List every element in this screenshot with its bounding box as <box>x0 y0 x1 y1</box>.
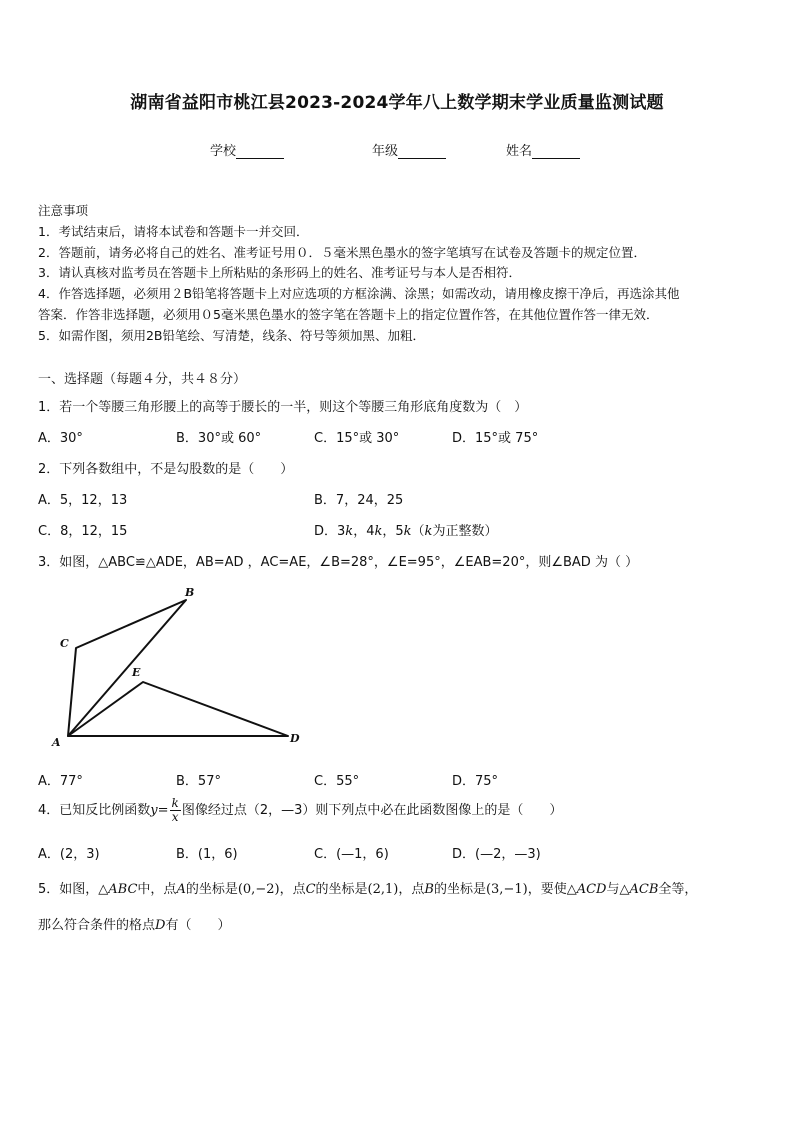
q4-numerator: k <box>171 796 179 810</box>
q4-y: y <box>150 803 158 818</box>
q4-post: 图像经过点（2，—3）则下列点中必在此函数图像上的是（ ） <box>181 803 563 818</box>
q2d-mid1: ，4 <box>353 524 375 539</box>
question-4-option-c: C．(—1，6) <box>314 847 389 862</box>
q5-coord-b: (3,−1) <box>485 882 528 897</box>
school-label: 学校 <box>210 144 237 159</box>
notice-item: 3．请认真核对监考员在答题卡上所粘贴的条形码上的姓名、准考证号与本人是否相符． <box>38 265 521 281</box>
notice-item: 5．如需作图，须用2B铅笔绘、写清楚，线条、符号等须加黑、加粗． <box>38 327 425 343</box>
q4-eq: = <box>157 803 169 818</box>
q5-point-b: B <box>424 882 434 897</box>
q5-coord-c: (2,1) <box>367 882 399 897</box>
question-2-option-a: A．5，12，13 <box>38 493 128 508</box>
exam-title: 湖南省益阳市桃江县2023-2024学年八上数学期末学业质量监测试题 <box>130 93 664 113</box>
q5-point-c: C <box>305 882 316 897</box>
q5-triangle-abc: △ABC <box>98 882 138 897</box>
question-2-option-c: C．8，12，15 <box>38 524 128 539</box>
question-1-stem: 1．若一个等腰三角形腰上的高等于腰长的一半，则这个等腰三角形底角度数为（ ） <box>38 400 528 415</box>
q2d-k3: k <box>403 524 412 539</box>
question-2-option-b: B．7，24，25 <box>314 493 404 508</box>
label-b: B <box>185 586 195 599</box>
question-1-option-c: C．15°或 30° <box>314 431 400 446</box>
grade-field <box>372 140 446 159</box>
q2d-k2: k <box>374 524 383 539</box>
q5-text: 的坐标是 <box>433 882 486 897</box>
label-a: A <box>52 736 61 749</box>
q2d-k4: k <box>424 524 433 539</box>
question-5-stem-line1 <box>38 878 697 897</box>
q5-text: ，点 <box>398 882 425 897</box>
q5-text: 中，点 <box>137 882 177 897</box>
notice-item: 1．考试结束后，请将本试卷和答题卡一并交回． <box>38 223 309 239</box>
q5-text: 5．如图， <box>38 882 99 897</box>
q2d-k1: k <box>345 524 354 539</box>
q5-text: ，点 <box>279 882 306 897</box>
question-3-stem: 3．如图，△ABC≌△ADE，AB=AD ，AC=AE，∠B=28°，∠E=95°，∠EAB=20°，则∠BAD 为（ ） <box>38 555 639 570</box>
q5-text: ，要使 <box>527 882 567 897</box>
notice-block <box>38 201 758 347</box>
question-3-option-c: C．55° <box>314 774 360 789</box>
question-3-option-b: B．57° <box>176 774 221 789</box>
q2d-paren: （ <box>411 524 425 539</box>
name-label: 姓名 <box>506 144 533 159</box>
notice-item: 答案．作答非选择题，必须用０5毫米黑色墨水的签字笔在答题卡上的指定位置作答，在其他位置作答一律无效． <box>38 306 659 322</box>
school-field <box>210 140 284 159</box>
triangle-ade <box>68 682 288 736</box>
q2d-pre: D．3 <box>314 524 346 539</box>
grade-blank <box>398 144 446 159</box>
school-blank <box>236 144 284 159</box>
q5-text: 的坐标是 <box>185 882 238 897</box>
question-2-stem: 2．下列各数组中，不是勾股数的是（ ） <box>38 462 294 477</box>
question-4-option-b: B．(1，6) <box>176 847 238 862</box>
q5-triangle-acb: △ACB <box>619 882 659 897</box>
question-4-option-d: D．(—2，—3) <box>452 847 541 862</box>
q4-pre: 4．已知反比例函数 <box>38 803 151 818</box>
label-d: D <box>290 732 300 745</box>
question-4-option-a: A．(2，3) <box>38 847 100 862</box>
label-e: E <box>132 666 141 679</box>
question-1-option-d: D．15°或 75° <box>452 431 539 446</box>
name-field <box>506 140 580 159</box>
question-1-option-b: B．30°或 60° <box>176 431 262 446</box>
q5-text: 有（ ） <box>165 918 231 933</box>
question-5-stem-line2 <box>38 914 230 933</box>
q4-fraction <box>170 797 181 824</box>
notice-heading: 注意事项 <box>38 203 89 218</box>
question-4-stem <box>38 796 562 826</box>
q5-coord-a: (0,−2) <box>237 882 280 897</box>
label-c: C <box>60 637 69 650</box>
grade-label: 年级 <box>372 144 399 159</box>
q5-text: 全等， <box>658 882 698 897</box>
question-3-option-a: A．77° <box>38 774 83 789</box>
section-heading: 一、选择题（每题４分，共４８分） <box>38 372 247 387</box>
question-3-option-d: D．75° <box>452 774 499 789</box>
q5-text: 那么符合条件的格点 <box>38 918 156 933</box>
q5-point-d: D <box>155 918 166 933</box>
notice-item: 4．作答选择题，必须用２B铅笔将答题卡上对应选项的方框涂满、涂黑；如需改动，请用橡皮擦干净后，再选涂其他 <box>38 286 680 302</box>
triangle-abc <box>68 600 186 736</box>
q4-denominator: x <box>171 810 179 824</box>
q2d-mid2: ，5 <box>382 524 404 539</box>
q2d-post: 为正整数） <box>432 524 498 539</box>
question-1-option-a: A．30° <box>38 431 83 446</box>
name-blank <box>532 144 580 159</box>
q5-text: 与 <box>606 882 620 897</box>
q5-triangle-acd: △ACD <box>566 882 607 897</box>
question-2-option-d <box>314 520 497 539</box>
q5-text: 的坐标是 <box>315 882 368 897</box>
triangle-figure <box>48 582 318 752</box>
notice-item: 2．答题前，请务必将自己的姓名、准考证号用０．５毫米黑色墨水的签字笔填写在试卷及答题卡的规定位置． <box>38 244 646 260</box>
q5-point-a: A <box>176 882 186 897</box>
